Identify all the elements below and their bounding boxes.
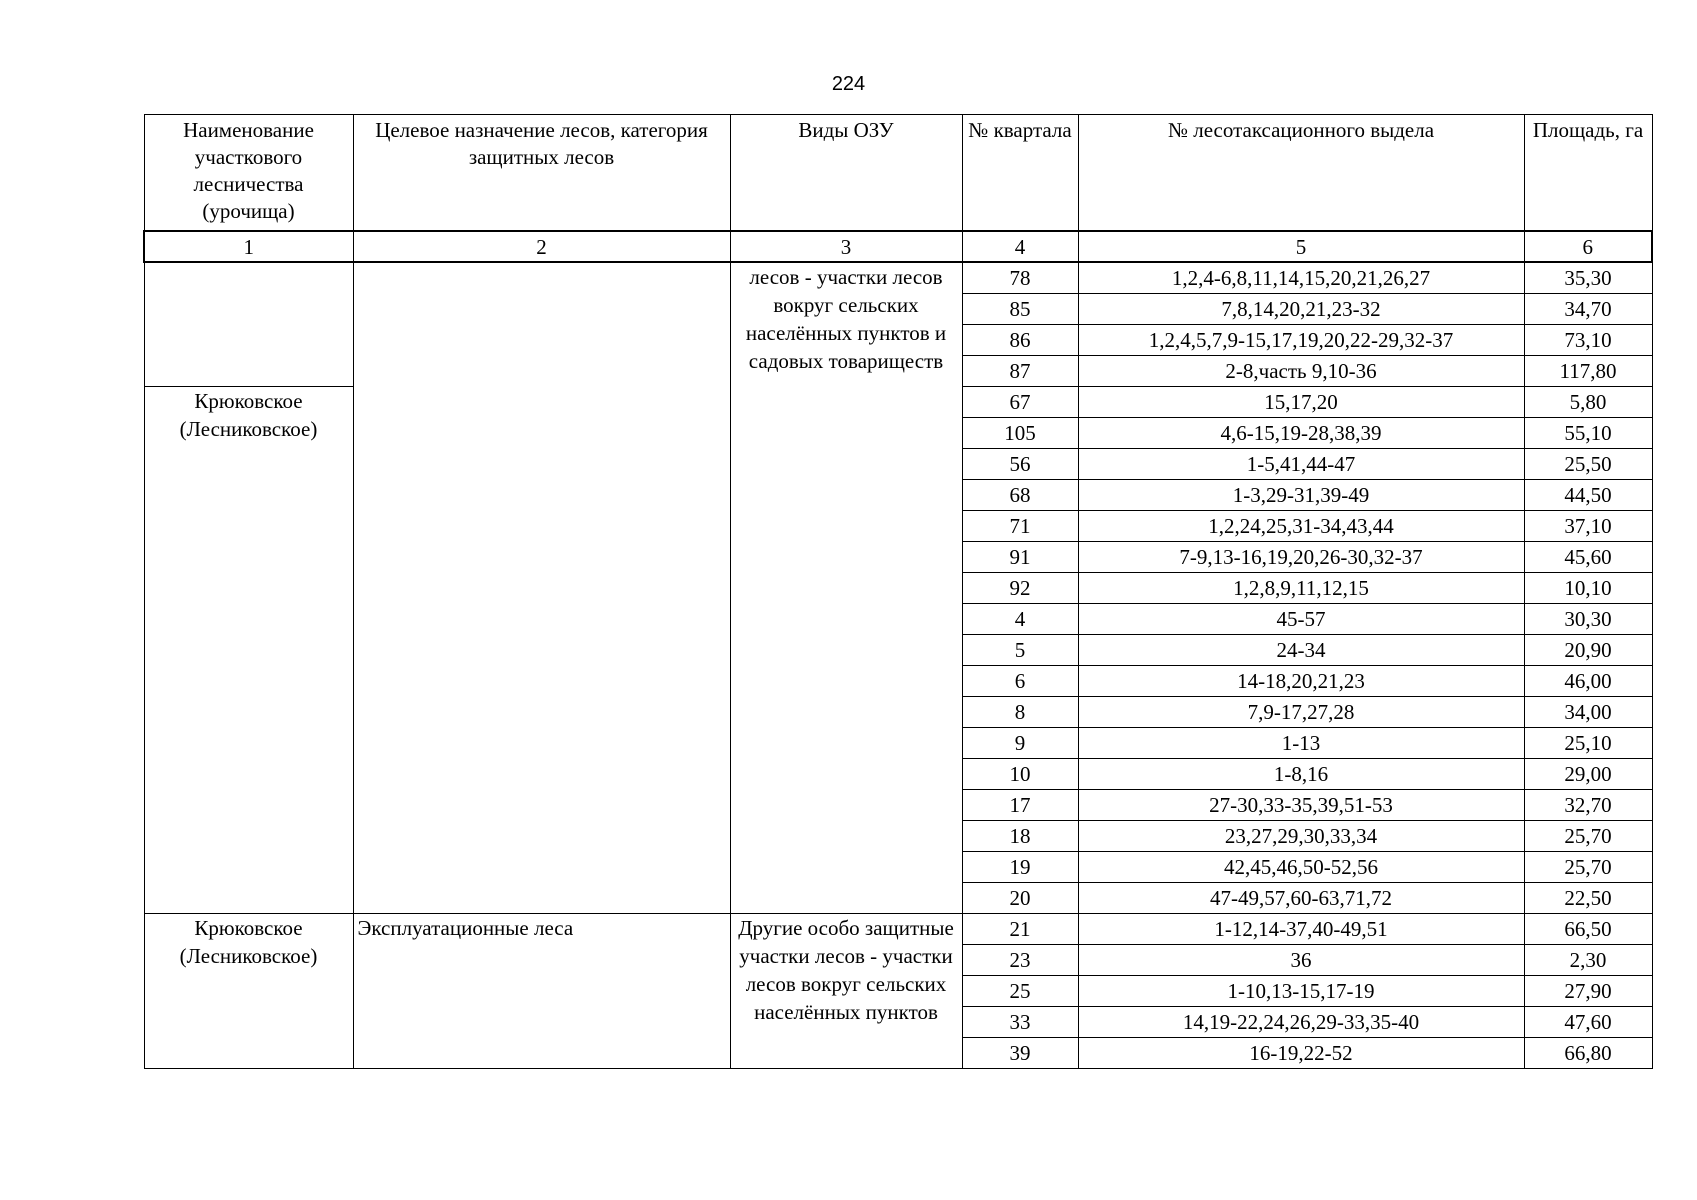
kvartal-cell: 91 — [962, 542, 1078, 573]
area-cell: 45,60 — [1524, 542, 1652, 573]
vydel-cell: 1-3,29-31,39-49 — [1078, 480, 1524, 511]
kvartal-cell: 71 — [962, 511, 1078, 542]
table-row — [144, 262, 1652, 294]
area-cell: 20,90 — [1524, 635, 1652, 666]
purpose-cell — [353, 262, 730, 914]
ozu-type-cell: Другие особо защитные участки лесов - участки лесов вокруг сельских населённых пунктов — [730, 914, 962, 1069]
kvartal-cell: 9 — [962, 728, 1078, 759]
column-number: 2 — [353, 231, 730, 262]
vydel-cell: 23,27,29,30,33,34 — [1078, 821, 1524, 852]
kvartal-cell: 20 — [962, 883, 1078, 914]
area-cell: 37,10 — [1524, 511, 1652, 542]
area-cell: 25,70 — [1524, 852, 1652, 883]
kvartal-cell: 67 — [962, 387, 1078, 418]
forestry-cell-empty — [144, 262, 353, 387]
kvartal-cell: 87 — [962, 356, 1078, 387]
area-cell: 29,00 — [1524, 759, 1652, 790]
vydel-cell: 1-12,14-37,40-49,51 — [1078, 914, 1524, 945]
kvartal-cell: 18 — [962, 821, 1078, 852]
vydel-cell: 7,8,14,20,21,23-32 — [1078, 294, 1524, 325]
area-cell: 55,10 — [1524, 418, 1652, 449]
vydel-cell: 2-8,часть 9,10-36 — [1078, 356, 1524, 387]
vydel-cell: 1-8,16 — [1078, 759, 1524, 790]
header-area: Площадь, га — [1524, 115, 1652, 232]
area-cell: 34,70 — [1524, 294, 1652, 325]
vydel-cell: 15,17,20 — [1078, 387, 1524, 418]
kvartal-cell: 105 — [962, 418, 1078, 449]
vydel-cell: 27-30,33-35,39,51-53 — [1078, 790, 1524, 821]
area-cell: 73,10 — [1524, 325, 1652, 356]
kvartal-cell: 21 — [962, 914, 1078, 945]
area-cell: 22,50 — [1524, 883, 1652, 914]
vydel-cell: 1-13 — [1078, 728, 1524, 759]
area-cell: 25,50 — [1524, 449, 1652, 480]
kvartal-cell: 86 — [962, 325, 1078, 356]
kvartal-cell: 78 — [962, 262, 1078, 294]
area-cell: 66,50 — [1524, 914, 1652, 945]
header-vydel: № лесотаксационного выдела — [1078, 115, 1524, 232]
column-number: 5 — [1078, 231, 1524, 262]
column-number: 1 — [144, 231, 353, 262]
kvartal-cell: 85 — [962, 294, 1078, 325]
area-cell: 32,70 — [1524, 790, 1652, 821]
kvartal-cell: 39 — [962, 1038, 1078, 1069]
vydel-cell: 1,2,24,25,31-34,43,44 — [1078, 511, 1524, 542]
vydel-cell: 4,6-15,19-28,38,39 — [1078, 418, 1524, 449]
forestry-cell: Крюковское (Лесниковское) — [144, 914, 353, 1069]
vydel-cell: 36 — [1078, 945, 1524, 976]
vydel-cell: 24-34 — [1078, 635, 1524, 666]
page-number: 224 — [831, 73, 866, 95]
kvartal-cell: 6 — [962, 666, 1078, 697]
ozu-type-cell: лесов - участки лесов вокруг сельских населённых пунктов и садовых товариществ — [730, 262, 962, 914]
area-cell: 66,80 — [1524, 1038, 1652, 1069]
vydel-cell: 14-18,20,21,23 — [1078, 666, 1524, 697]
column-number: 6 — [1524, 231, 1652, 262]
area-cell: 30,30 — [1524, 604, 1652, 635]
header-purpose: Целевое назначение лесов, категория защитных лесов — [353, 115, 730, 232]
vydel-cell: 7,9-17,27,28 — [1078, 697, 1524, 728]
area-cell: 25,10 — [1524, 728, 1652, 759]
kvartal-cell: 19 — [962, 852, 1078, 883]
table-row — [144, 914, 1652, 945]
vydel-cell: 1-10,13-15,17-19 — [1078, 976, 1524, 1007]
vydel-cell: 14,19-22,24,26,29-33,35-40 — [1078, 1007, 1524, 1038]
area-cell: 10,10 — [1524, 573, 1652, 604]
vydel-cell: 1,2,4-6,8,11,14,15,20,21,26,27 — [1078, 262, 1524, 294]
kvartal-cell: 4 — [962, 604, 1078, 635]
kvartal-cell: 68 — [962, 480, 1078, 511]
vydel-cell: 1,2,4,5,7,9-15,17,19,20,22-29,32-37 — [1078, 325, 1524, 356]
area-cell: 117,80 — [1524, 356, 1652, 387]
vydel-cell: 47-49,57,60-63,71,72 — [1078, 883, 1524, 914]
kvartal-cell: 5 — [962, 635, 1078, 666]
vydel-cell: 1-5,41,44-47 — [1078, 449, 1524, 480]
vydel-cell: 42,45,46,50-52,56 — [1078, 852, 1524, 883]
area-cell: 25,70 — [1524, 821, 1652, 852]
kvartal-cell: 33 — [962, 1007, 1078, 1038]
column-number: 3 — [730, 231, 962, 262]
vydel-cell: 7-9,13-16,19,20,26-30,32-37 — [1078, 542, 1524, 573]
kvartal-cell: 25 — [962, 976, 1078, 1007]
kvartal-cell: 8 — [962, 697, 1078, 728]
area-cell: 34,00 — [1524, 697, 1652, 728]
area-cell: 35,30 — [1524, 262, 1652, 294]
kvartal-cell: 23 — [962, 945, 1078, 976]
header-row — [144, 115, 1652, 232]
vydel-cell: 1,2,8,9,11,12,15 — [1078, 573, 1524, 604]
forestry-cell: Крюковское (Лесниковское) — [144, 387, 353, 914]
vydel-cell: 16-19,22-52 — [1078, 1038, 1524, 1069]
header-kvartal: № квартала — [962, 115, 1078, 232]
header-ozu-type: Виды ОЗУ — [730, 115, 962, 232]
area-cell: 47,60 — [1524, 1007, 1652, 1038]
kvartal-cell: 10 — [962, 759, 1078, 790]
vydel-cell: 45-57 — [1078, 604, 1524, 635]
column-number: 4 — [962, 231, 1078, 262]
area-cell: 5,80 — [1524, 387, 1652, 418]
area-cell: 2,30 — [1524, 945, 1652, 976]
purpose-cell: Эксплуатационные леса — [353, 914, 730, 1069]
forest-table — [143, 114, 1653, 1069]
kvartal-cell: 17 — [962, 790, 1078, 821]
kvartal-cell: 92 — [962, 573, 1078, 604]
kvartal-cell: 56 — [962, 449, 1078, 480]
column-number-row — [144, 231, 1652, 262]
area-cell: 46,00 — [1524, 666, 1652, 697]
header-forestry: Наименование участкового лесничества (урочища) — [144, 115, 353, 232]
area-cell: 44,50 — [1524, 480, 1652, 511]
area-cell: 27,90 — [1524, 976, 1652, 1007]
